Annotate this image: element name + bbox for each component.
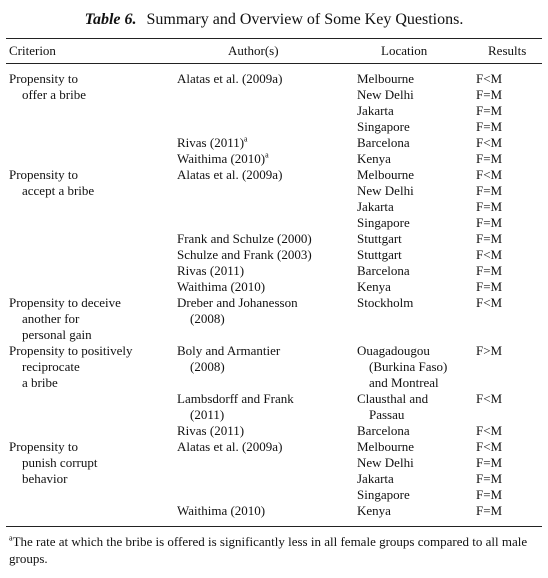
author-cell	[177, 71, 282, 87]
table-row	[0, 167, 548, 183]
header-criterion: Criterion	[9, 43, 56, 58]
criterion-cell: offer a bribe	[22, 87, 87, 102]
table-row	[0, 471, 548, 487]
location-cell: Singapore	[357, 487, 410, 502]
location-cell: Clausthal and	[357, 391, 429, 406]
author-text: (2008)	[190, 311, 225, 326]
author-text: Schulze and Frank (2003)	[177, 247, 312, 262]
table-row	[0, 423, 548, 439]
criterion-cell: a bribe	[22, 375, 58, 390]
location-cell: Kenya	[357, 151, 391, 166]
author-cell	[190, 311, 225, 327]
author-text: Waithima (2010)	[177, 503, 266, 518]
result-cell: F=M	[476, 455, 503, 470]
location-cell: and Montreal	[369, 375, 439, 390]
author-cell	[177, 231, 312, 247]
location-cell: New Delhi	[357, 87, 414, 102]
location-cell: Stuttgart	[357, 231, 402, 246]
author-text: Rivas (2011)	[177, 135, 245, 150]
table-row	[0, 343, 548, 359]
author-cell	[177, 295, 298, 311]
table-row	[0, 135, 548, 151]
author-text: Alatas et al. (2009a)	[177, 71, 283, 86]
table-row	[0, 439, 548, 455]
table-row	[0, 231, 548, 247]
footnote-ref: a	[265, 150, 269, 160]
author-cell	[190, 407, 224, 423]
table-row	[0, 151, 548, 167]
location-cell: Melbourne	[357, 167, 415, 182]
table-row	[0, 247, 548, 263]
location-cell: Kenya	[357, 503, 391, 518]
result-cell: F=M	[476, 183, 503, 198]
result-cell: F<M	[476, 71, 503, 86]
author-cell	[177, 423, 244, 439]
criterion-cell: personal gain	[22, 327, 92, 342]
criterion-cell: Propensity to deceive	[9, 295, 121, 310]
table-row	[0, 215, 548, 231]
table-row	[0, 199, 548, 215]
result-cell: F=M	[476, 471, 503, 486]
result-cell: F=M	[476, 151, 503, 166]
result-cell: F<M	[476, 167, 503, 182]
author-text: Rivas (2011)	[177, 423, 245, 438]
location-cell: Singapore	[357, 119, 410, 134]
result-cell: F<M	[476, 135, 503, 150]
criterion-cell: Propensity to	[9, 71, 78, 86]
table-row	[0, 103, 548, 119]
author-text: Frank and Schulze (2000)	[177, 231, 312, 246]
table-body	[0, 71, 548, 519]
criterion-cell: Propensity to	[9, 167, 78, 182]
location-cell: Melbourne	[357, 439, 415, 454]
table-row	[0, 263, 548, 279]
author-cell	[177, 263, 244, 279]
criterion-cell: reciprocate	[22, 359, 80, 374]
author-text: (2011)	[190, 407, 225, 422]
criterion-cell: Propensity to positively	[9, 343, 133, 358]
table-row	[0, 455, 548, 471]
result-cell: F<M	[476, 423, 503, 438]
location-cell: Ouagadougou	[357, 343, 430, 358]
footnote-marker: a	[9, 533, 13, 543]
author-cell	[177, 279, 265, 295]
table-row	[0, 375, 548, 391]
criterion-cell: behavior	[22, 471, 68, 486]
location-cell: Barcelona	[357, 263, 410, 278]
header-location: Location	[381, 43, 428, 58]
author-text: Alatas et al. (2009a)	[177, 439, 283, 454]
location-cell: Stockholm	[357, 295, 414, 310]
result-cell: F=M	[476, 263, 503, 278]
location-cell: Stuttgart	[357, 247, 402, 262]
author-text: Lambsdorff and Frank	[177, 391, 294, 406]
table-row	[0, 87, 548, 103]
author-text: Boly and Armantier	[177, 343, 281, 358]
author-cell	[190, 359, 225, 375]
author-cell	[177, 135, 248, 151]
result-cell: F=M	[476, 103, 503, 118]
location-cell: Jakarta	[357, 471, 394, 486]
result-cell: F>M	[476, 343, 503, 358]
result-cell: F<M	[476, 439, 503, 454]
table-row	[0, 183, 548, 199]
location-cell: Melbourne	[357, 71, 415, 86]
author-text: Waithima (2010)	[177, 151, 266, 166]
table-row	[0, 327, 548, 343]
location-cell: Singapore	[357, 215, 410, 230]
result-cell: F=M	[476, 231, 503, 246]
header-rule	[6, 63, 542, 64]
footnote-ref: a	[244, 134, 248, 144]
table-row	[0, 391, 548, 407]
location-cell: Passau	[369, 407, 405, 422]
location-cell: Jakarta	[357, 103, 394, 118]
table-row	[0, 295, 548, 311]
table-row	[0, 487, 548, 503]
table-title: Summary and Overview of Some Key Questions.	[146, 11, 464, 28]
top-rule	[6, 38, 542, 39]
criterion-cell: accept a bribe	[22, 183, 95, 198]
result-cell: F=M	[476, 487, 503, 502]
table-row	[0, 119, 548, 135]
author-cell	[177, 247, 312, 263]
table-row	[0, 279, 548, 295]
bottom-rule	[6, 526, 542, 527]
result-cell: F=M	[476, 119, 503, 134]
result-cell: F<M	[476, 247, 503, 262]
criterion-cell: Propensity to	[9, 439, 78, 454]
result-cell: F<M	[476, 295, 503, 310]
author-text: Dreber and Johanesson	[177, 295, 298, 310]
location-cell: New Delhi	[357, 183, 414, 198]
table-caption	[0, 10, 548, 30]
author-text: Rivas (2011)	[177, 263, 245, 278]
table-row	[0, 503, 548, 519]
result-cell: F=M	[476, 199, 503, 214]
author-cell	[177, 151, 269, 167]
location-cell: Kenya	[357, 279, 391, 294]
table-row	[0, 407, 548, 423]
footnote-text: The rate at which the bribe is offered is significantly less in all female groups compared to all male groups.	[9, 534, 528, 566]
criterion-cell: another for	[22, 311, 80, 326]
table-number: Table 6.	[84, 11, 137, 28]
author-text: Alatas et al. (2009a)	[177, 167, 283, 182]
location-cell: New Delhi	[357, 455, 414, 470]
header-results: Results	[488, 43, 527, 58]
author-cell	[177, 439, 282, 455]
table-row	[0, 359, 548, 375]
criterion-cell: punish corrupt	[22, 455, 98, 470]
table-footnote	[9, 533, 539, 567]
result-cell: F<M	[476, 391, 503, 406]
author-cell	[177, 503, 265, 519]
table-row	[0, 71, 548, 87]
author-cell	[177, 343, 280, 359]
author-text: (2008)	[190, 359, 225, 374]
author-cell	[177, 391, 294, 407]
result-cell: F=M	[476, 215, 503, 230]
author-cell	[177, 167, 282, 183]
result-cell: F=M	[476, 87, 503, 102]
result-cell: F=M	[476, 279, 503, 294]
header-author: Author(s)	[228, 43, 279, 58]
location-cell: (Burkina Faso)	[369, 359, 448, 374]
location-cell: Barcelona	[357, 423, 410, 438]
result-cell: F=M	[476, 503, 503, 518]
author-text: Waithima (2010)	[177, 279, 266, 294]
location-cell: Jakarta	[357, 199, 394, 214]
table-row	[0, 311, 548, 327]
location-cell: Barcelona	[357, 135, 410, 150]
